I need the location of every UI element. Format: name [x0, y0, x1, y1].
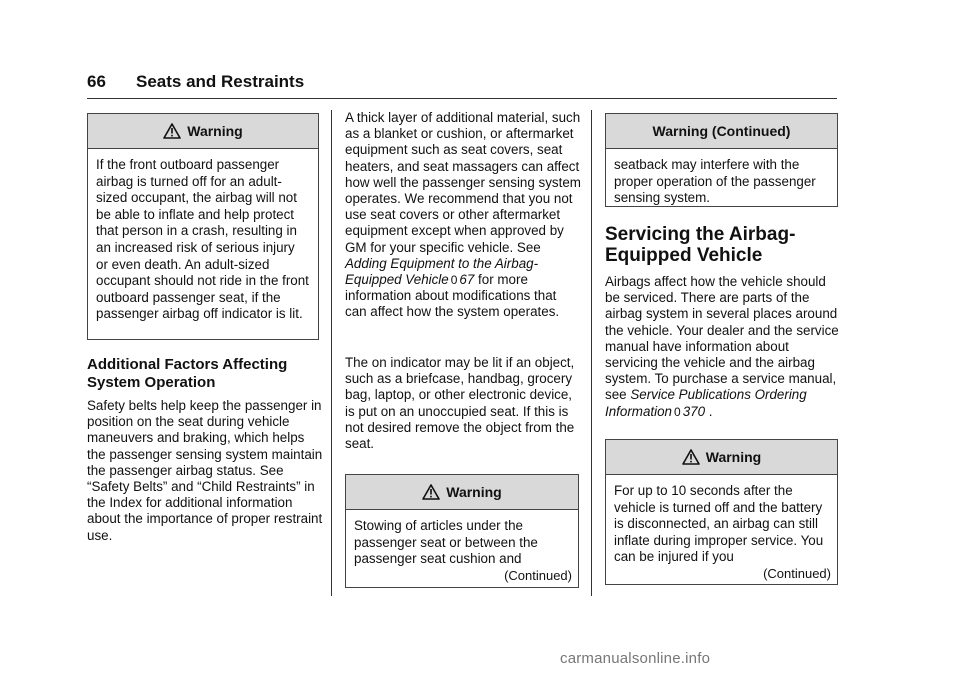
heading-servicing: Servicing the Airbag-Equipped Vehicle	[605, 224, 796, 266]
warning-header	[346, 475, 578, 510]
section-title: Seats and Restraints	[136, 72, 305, 91]
warning-text: If the front outboard passenger airbag is turned off for an adult-sized occupant, the airbag will not be able to inflate and help protect that person in a crash, resulting in an increased risk of serious injury or even death. An adult-sized occupant should not ride in the front outboard passenger seat, if the passenger airbag off indicator is lit.	[96, 157, 309, 322]
column-divider-2	[591, 110, 592, 596]
warning-box-airbag-off	[87, 113, 319, 340]
warning-triangle-icon	[422, 484, 440, 500]
cross-reference-page[interactable]: 370	[682, 403, 706, 419]
paragraph-text: Airbags affect how the vehicle should be serviced. There are parts of the airbag system in several places around the vehicle. Your dealer and the service manual have information about servicing the vehicle and the airbag system. To purchase a service manual, see	[605, 274, 839, 403]
paragraph-text: .	[705, 403, 713, 419]
continued-label: (Continued)	[763, 565, 831, 581]
column-divider-1	[331, 110, 332, 596]
warning-title: Warning	[705, 449, 762, 465]
warning-text: seatback may interfere with the proper operation of the passenger sensing system.	[614, 157, 816, 206]
warning-header	[606, 440, 837, 475]
paragraph-safety-belts: Safety belts help keep the passenger in position on the seat during vehicle maneuvers and braking, which helps the passenger sensing system maintain the passenger airbag status. See “Safety Belts” and “Child Restraints” in the Index for additional information about the importance of proper restraint use.	[87, 398, 323, 543]
page-header	[87, 70, 837, 100]
warning-text: For up to 10 seconds after the vehicle is turned off and the battery is disconnected, an airbag can still inflate during improper service. You can be injured if you	[614, 483, 824, 565]
warning-header	[88, 114, 318, 149]
header-rule	[87, 98, 837, 99]
paragraph-text: for more information about modifications that can affect how the system operates.	[345, 272, 560, 320]
warning-text: Stowing of articles under the passenger seat or between the passenger seat cushion and	[354, 518, 538, 567]
cross-reference-link[interactable]: Adding Equipment to the Airbag-Equipped Vehicle	[345, 255, 539, 288]
watermark: carmanualsonline.info	[560, 650, 711, 667]
warning-box-continued	[605, 113, 838, 207]
paragraph-thick-layer	[345, 110, 581, 321]
cross-reference-link[interactable]: Service Publications Ordering Information	[605, 387, 807, 419]
page-arrow-icon: 0	[450, 273, 458, 288]
page-number: 66	[87, 72, 106, 91]
paragraph-text: A thick layer of additional material, such as a blanket or cushion, or aftermarket equipment such as seat covers, seat heaters, and seat massagers can affect how well the passenger sensing system operates. We recommend that you not use seat covers or other aftermarket equipment except when approved by GM for your specific vehicle. See	[345, 110, 581, 255]
continued-label: (Continued)	[504, 567, 572, 583]
cross-reference-page[interactable]: 67	[459, 272, 475, 288]
warning-box-stowing	[345, 474, 579, 588]
warning-header	[606, 114, 837, 149]
warning-triangle-icon	[682, 449, 700, 465]
page-arrow-icon: 0	[674, 404, 681, 419]
paragraph-on-indicator: The on indicator may be lit if an object, such as a briefcase, handbag, grocery bag, laptop, or other electronic device, is put on an unoccupied seat. If this is not desired remove the object from the seat.	[345, 355, 575, 452]
paragraph-servicing	[605, 274, 841, 420]
warning-triangle-icon	[163, 123, 181, 139]
warning-box-10-seconds	[605, 439, 838, 585]
warning-title: Warning (Continued)	[652, 123, 791, 139]
warning-title: Warning	[446, 484, 502, 500]
subheading-additional-factors: Additional Factors Affecting System Operation	[87, 356, 288, 391]
warning-title: Warning	[187, 123, 243, 139]
